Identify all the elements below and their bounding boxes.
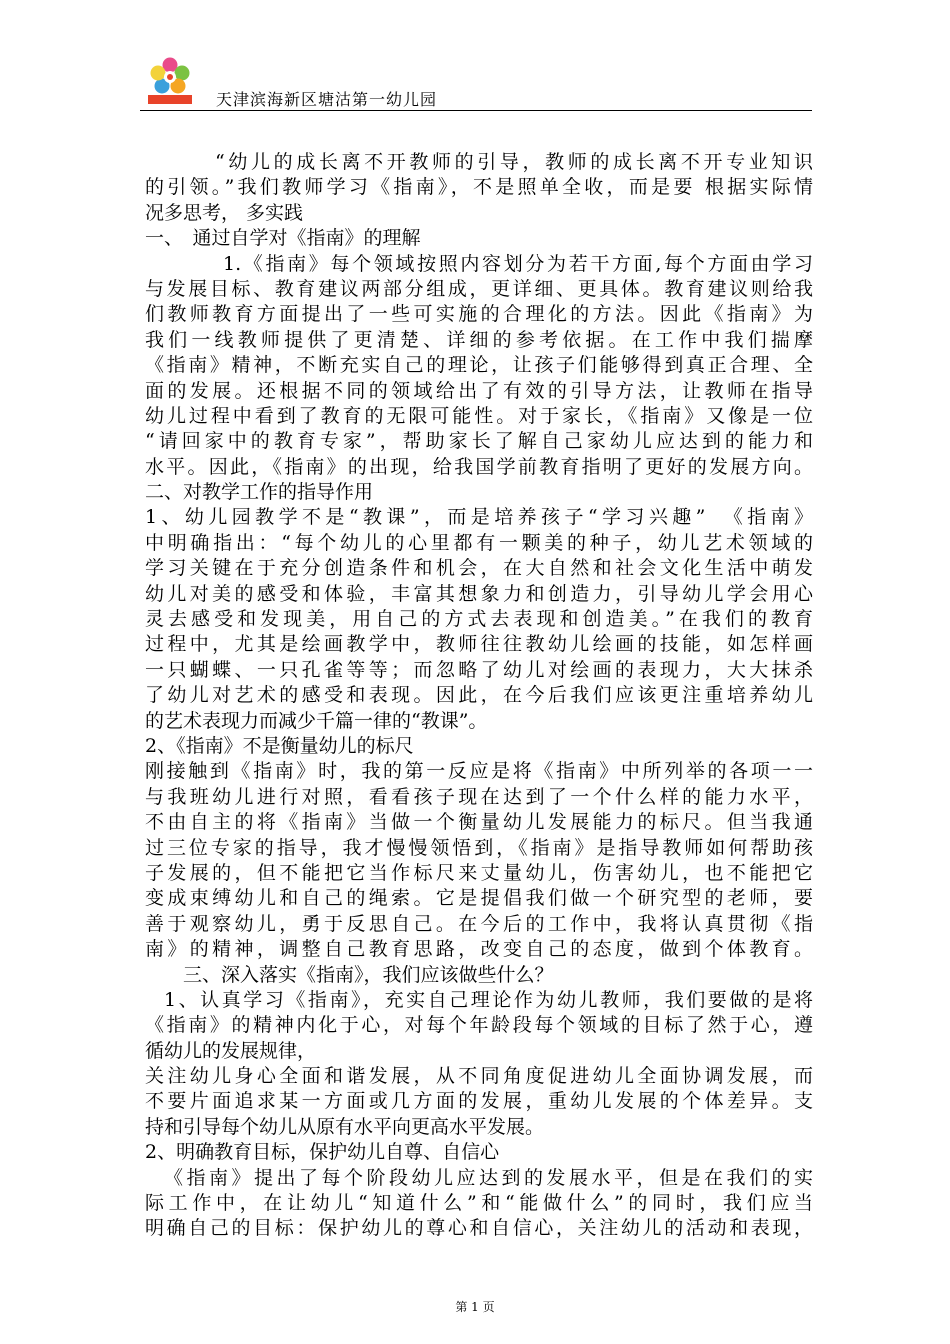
text-line: 1.《指南》每个领域按照内容划分为若干方面,每个方面由学习: [223, 252, 813, 275]
text-line: 面的发展。还根据不同的领域给出了有效的引导方法，让教师在指导: [145, 379, 813, 402]
text-line: 幼儿对美的感受和体验，丰富其想象力和创造力，引导幼儿学会用心: [145, 582, 813, 605]
text-line: 不由自主的将《指南》当做一个衡量幼儿发展能力的标尺。但当我通: [145, 811, 813, 834]
text-line: 循幼儿的发展规律，: [145, 1039, 317, 1062]
text-line: 况多思考， 多实践: [145, 201, 304, 224]
text-line: 南》的精神，调整自己教育思路，改变自己的态度，做到个体教育。: [145, 938, 813, 961]
text-line: 一只蝴蝶、一只孔雀等等；而忽略了幼儿对绘画的表现力，大大抹杀: [145, 658, 813, 681]
text-line: 持和引导每个幼儿从原有水平向更高水平发展。: [145, 1115, 545, 1138]
text-line: 水平。因此，《指南》的出现，给我国学前教育指明了更好的发展方向。: [145, 455, 813, 478]
text-line: 一、 通过自学对《指南》的理解: [145, 227, 421, 250]
text-line: 与我班幼儿进行对照，看看孩子现在达到了一个什么样的能力水平，: [145, 785, 813, 808]
text-line: 2、明确教育目标，保护幼儿自尊、自信心: [145, 1141, 500, 1164]
page-header: [140, 55, 812, 111]
institution-name: 天津滨海新区塘沽第一幼儿园: [216, 90, 438, 109]
text-line: 刚接触到《指南》时，我的第一反应是将《指南》中所列举的各项一一: [145, 760, 813, 783]
text-line: 不要片面追求某一方面或几方面的发展，重幼儿发展的个体差异。支: [145, 1090, 813, 1113]
flower-logo-icon: [144, 55, 196, 107]
text-line: 的引领。”我们教师学习《指南》，不是照单全收，而是要 根据实际情: [145, 176, 813, 199]
text-line: 二、对教学工作的指导作用: [145, 481, 374, 504]
text-line: 学习关键在于充分创造条件和机会，在大自然和社会文化生活中萌发: [145, 557, 813, 580]
text-line: 《指南》精神，不断充实自己的理论，让孩子们能够得到真正合理、全: [145, 354, 813, 377]
header-divider: [140, 110, 812, 111]
text-line: 子发展的，但不能把它当作标尺来丈量幼儿，伤害幼儿，也不能把它: [145, 861, 813, 884]
text-line: 三、深入落实《指南》，我们应该做些什么？: [183, 963, 554, 986]
text-line: 善于观察幼儿，勇于反思自己。在今后的工作中，我将认真贯彻《指: [145, 912, 813, 935]
page-number: 第 1 页: [455, 1300, 495, 1314]
text-line: “幼儿的成长离不开教师的引导，教师的成长离不开专业知识: [215, 151, 813, 173]
text-line: 过三位专家的指导，我才慢慢领悟到，《指南》是指导教师如何帮助孩: [145, 836, 813, 859]
text-line: 了幼儿对艺术的感受和表现。因此，在今后我们应该更注重培养幼儿: [145, 684, 813, 707]
text-line: 际工作中，在让幼儿“知道什么”和“能做什么”的同时，我们应当: [145, 1192, 813, 1215]
text-line: 与发展目标、教育建议两部分组成，更详细、更具体。教育建议则给我: [145, 277, 813, 300]
text-line: 灵去感受和发现美，用自己的方式去表现和创造美。”在我们的教育: [145, 608, 813, 631]
text-line: 们教师教育方面提出了一些可实施的合理化的方法。因此《指南》为: [145, 303, 813, 326]
text-line: 2、《指南》不是衡量幼儿的标尺: [145, 734, 414, 757]
text-line: 明确自己的目标：保护幼儿的尊心和自信心，关注幼儿的活动和表现，: [145, 1217, 813, 1240]
text-line: 关注幼儿身心全面和谐发展，从不同角度促进幼儿全面协调发展，而: [145, 1065, 813, 1088]
text-line: 的艺术表现力而减少千篇一律的“教课”。: [145, 709, 488, 732]
text-line: 1、认真学习《指南》，充实自己理论作为幼儿教师，我们要做的是将: [164, 988, 813, 1011]
document-body: [145, 150, 813, 1242]
text-line: 《指南》提出了每个阶段幼儿应达到的发展水平，但是在我们的实: [164, 1166, 813, 1189]
text-line: 我们一线教师提供了更清楚、详细的参考依据。在工作中我们揣摩: [145, 328, 813, 351]
text-line: 《指南》的精神内化于心，对每个年龄段每个领域的目标了然于心，遵: [145, 1014, 813, 1037]
text-line: 1、幼儿园教学不是“教课”，而是培养孩子“学习兴趣” 《指南》: [145, 506, 813, 529]
text-line: “请回家中的教育专家”，帮助家长了解自己家幼儿应达到的能力和: [145, 430, 813, 453]
text-line: 变成束缚幼儿和自己的绳索。它是提倡我们做一个研究型的老师，要: [145, 887, 813, 910]
text-line: 过程中，尤其是绘画教学中，教师往往教幼儿绘画的技能，如怎样画: [145, 633, 813, 656]
text-line: 幼儿过程中看到了教育的无限可能性。对于家长，《指南》又像是一位: [145, 404, 813, 427]
text-line: 中明确指出：“每个幼儿的心里都有一颗美的种子，幼儿艺术领域的: [145, 531, 813, 554]
